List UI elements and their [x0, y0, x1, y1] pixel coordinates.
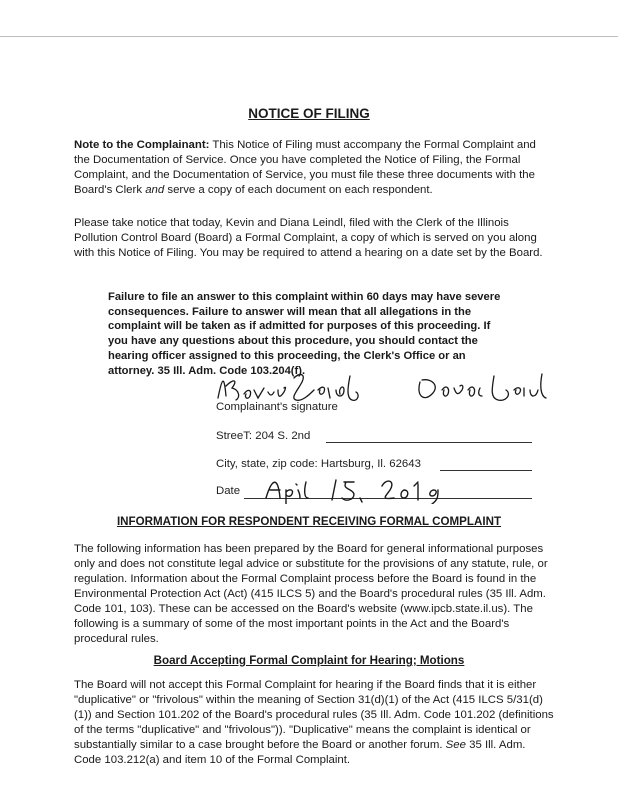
- street-underline: [326, 442, 532, 443]
- accepting-text-b: 35 Ill. Adm. Code 103.212(a) and item 10 of the Formal Complaint.: [74, 739, 526, 766]
- notice-paragraph: Please take notice that today, Kevin and Diana Leindl, filed with the Clerk of the Illinois Pollution Control Board (Board) a Formal Complaint, a copy of which is served on you along with this Notice of Filing. You may be required to attend a hearing on a date set by the Board.: [74, 217, 543, 259]
- respondent-info-heading: INFORMATION FOR RESPONDENT RECEIVING FORMAL COMPLAINT: [116, 515, 502, 528]
- scan-edge-line: [0, 36, 618, 37]
- date-field-label: Date: [216, 485, 241, 497]
- note-text-end: serve a copy of each document on each respondent.: [167, 184, 433, 196]
- city-underline: [440, 470, 532, 471]
- note-label: Note to the Complainant:: [74, 139, 210, 151]
- complainant-note: [74, 138, 554, 198]
- respondent-info-paragraph: The following information has been prepared by the Board for general informational purposes only and does not constitute legal advice or substitute for the provisions of any statute, rule, or regulation. Information about the Formal Complaint process before the Board is found in the Environmental Protection Act (Act) (415 ILCS 5) and the Board's procedural rules (35 Ill. Adm. Code 101, 103). These can be accessed on the Board's website (www.ipcb.state.il.us). The following is a summary of some of the most important points in the Act and the Board's procedural rules.: [74, 543, 548, 645]
- signature-caption: Complainant's signature: [216, 401, 338, 413]
- handwritten-date-drawing: [262, 472, 452, 504]
- accepting-complaint-paragraph: [74, 678, 554, 768]
- answer-warning: Failure to file an answer to this complaint within 60 days may have severe consequences. Failure to answer will mean that all allegations in the complaint will be taken as if admitted for purposes of this proceeding. If you have any questions about this procedure, you should contact the hearing officer assigned to this proceeding, the Clerk's Office or an attorney. 35 Ill. Adm. Code 103.204(f).: [108, 291, 501, 377]
- document-title: NOTICE OF FILING: [248, 106, 370, 121]
- note-and-word: and: [145, 184, 165, 196]
- note-text: This Notice of Filing must accompany the Formal Complaint and the Documentation of Service. Once you have completed the Notice of Filing, the Formal Complaint, and the Documentation of Service, you must file these three documents with the Board's Clerk: [74, 139, 536, 196]
- accepting-text-a: The Board will not accept this Formal Complaint for hearing if the Board finds that it is either "duplicative" or "frivolous" within the meaning of Section 31(d)(1) of the Act (415 ILCS 5/31(d)(1)) and Section 101.202 of the Board's procedural rules (35 Ill. Adm. Code 101.202 (definitions of the terms "duplicative" and "frivolous")). "Duplicative" means the complaint is identical or substantially similar to a case brought before the Board or another forum.: [74, 679, 554, 751]
- city-field: City, state, zip code: Hartsburg, Il. 62643: [216, 458, 421, 470]
- accepting-complaint-heading: Board Accepting Formal Complaint for Hearing; Motions: [153, 654, 465, 667]
- handwritten-date: [262, 472, 452, 504]
- see-word: See: [445, 739, 466, 751]
- street-field: StreeT: 204 S. 2nd: [216, 430, 311, 442]
